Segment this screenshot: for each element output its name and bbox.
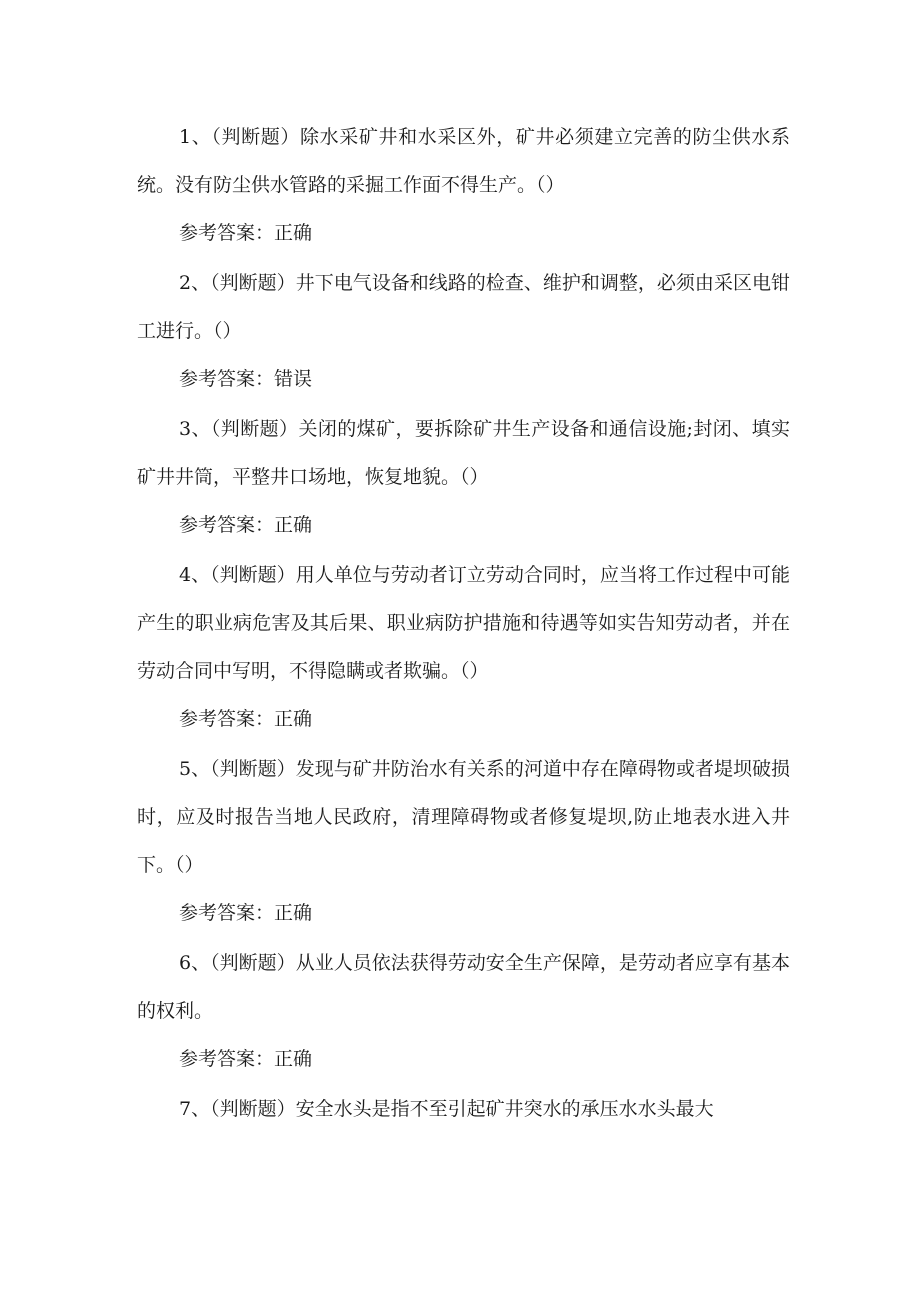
answer-label: 参考答案：	[179, 708, 275, 730]
answer-value: 正确	[274, 222, 313, 244]
answer-4	[137, 695, 790, 743]
answer-label: 参考答案：	[179, 368, 275, 390]
question-number: 6、	[179, 952, 211, 974]
answer-value: 错误	[274, 368, 313, 390]
answer-value: 正确	[274, 708, 313, 730]
question-type: （判断题）	[210, 952, 296, 974]
question-text: 关闭的煤矿，要拆除矿井生产设备和通信设施;封闭、填实矿井井筒，平整井口场地，恢复地貌。（）	[137, 418, 790, 488]
question-number: 2、	[179, 272, 211, 294]
answer-value: 正确	[274, 1048, 313, 1070]
question-text: 用人单位与劳动者订立劳动合同时，应当将工作过程中可能产生的职业病危害及其后果、职业病防护措施和待遇等如实告知劳动者，并在劳动合同中写明，不得隐瞒或者欺骗。（）	[137, 564, 790, 682]
answer-5	[137, 889, 790, 937]
question-type: （判断题）	[210, 418, 299, 440]
answer-label: 参考答案：	[179, 1048, 275, 1070]
question-type: （判断题）	[211, 126, 300, 148]
question-type: （判断题）	[210, 1098, 296, 1120]
question-number: 4、	[179, 564, 211, 586]
answer-2	[137, 355, 790, 403]
question-number: 3、	[179, 418, 211, 440]
question-text: 发现与矿井防治水有关系的河道中存在障碍物或者堤坝破损时，应及时报告当地人民政府，清理障碍物或者修复堤坝,防止地表水进入井下。（）	[137, 758, 790, 876]
question-number: 1、	[179, 126, 212, 148]
question-number: 7、	[179, 1098, 211, 1120]
answer-1	[137, 209, 790, 257]
question-type: （判断题）	[210, 758, 296, 780]
question-type: （判断题）	[210, 564, 296, 586]
answer-value: 正确	[274, 514, 313, 536]
question-number: 5、	[179, 758, 211, 780]
answer-6	[137, 1035, 790, 1083]
question-text: 安全水头是指不至引起矿井突水的承压水水头最大	[295, 1098, 714, 1120]
question-6	[137, 939, 790, 1035]
answer-label: 参考答案：	[179, 902, 275, 924]
question-type: （判断题）	[210, 272, 296, 294]
question-2	[137, 259, 790, 355]
answer-label: 参考答案：	[179, 514, 275, 536]
question-1	[137, 113, 790, 209]
question-4	[137, 551, 790, 695]
answer-3	[137, 501, 790, 549]
question-text: 除水采矿井和水采区外，矿井必须建立完善的防尘供水系统。没有防尘供水管路的采掘工作面不得生产。（）	[137, 126, 790, 196]
question-7	[137, 1085, 790, 1133]
answer-value: 正确	[274, 902, 313, 924]
question-text: 井下电气设备和线路的检查、维护和调整，必须由采区电钳工进行。（）	[137, 272, 790, 342]
question-3	[137, 405, 790, 501]
question-text: 从业人员依法获得劳动安全生产保障，是劳动者应享有基本的权利。	[137, 952, 790, 1022]
answer-label: 参考答案：	[179, 222, 275, 244]
question-5	[137, 745, 790, 889]
